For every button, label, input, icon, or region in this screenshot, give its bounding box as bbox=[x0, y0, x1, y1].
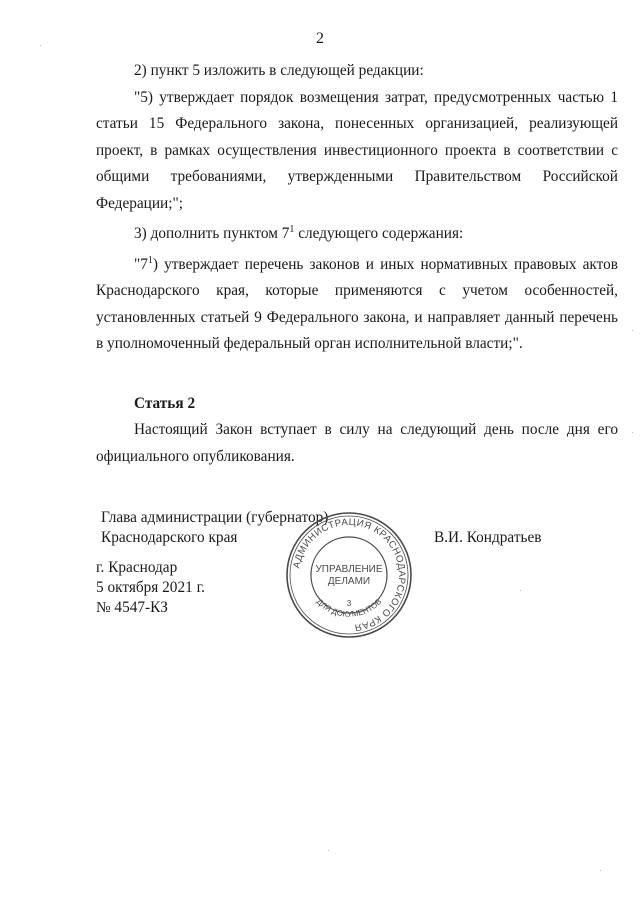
item3-superscript: 1 bbox=[289, 224, 295, 235]
page-number: 2 bbox=[316, 30, 324, 47]
document-city: г. Краснодар bbox=[96, 559, 178, 576]
signatory-title-line1: Глава администрации (губернатор) bbox=[101, 509, 329, 526]
stamp-center-line1: УПРАВЛЕНИЕ bbox=[315, 564, 383, 575]
amendment-item-2: 2) пункт 5 изложить в следующей редакции: bbox=[134, 62, 424, 79]
item3-text-end: следующего содержания: bbox=[294, 225, 464, 243]
stamp-ring-text: АДМИНИСТРАЦИЯ КРАСНОДАРСКОГО КРАЯ bbox=[291, 516, 408, 633]
stamp-center-line2: ДЕЛАМИ bbox=[327, 576, 371, 587]
scan-speck bbox=[40, 45, 41, 46]
scan-speck bbox=[520, 590, 521, 591]
stamp-bottom-text: ДЛЯ ДОКУМЕНТОВ bbox=[314, 597, 384, 619]
document-place-date bbox=[96, 558, 205, 618]
document-body bbox=[96, 58, 618, 470]
official-stamp bbox=[284, 510, 414, 640]
item3-text: 3) дополнить пунктом 7 bbox=[134, 225, 290, 243]
article-2-text: Настоящий Закон вступает в силу на следующий день после дня его официального опубликования. bbox=[96, 421, 618, 465]
scan-speck bbox=[600, 870, 601, 871]
signatory-name: В.И. Кондратьев bbox=[434, 529, 542, 546]
signatory-title-line2: Краснодарского края bbox=[101, 529, 238, 546]
quote7-superscript: 1 bbox=[147, 254, 153, 266]
amendment-quote-7-1 bbox=[96, 248, 618, 358]
document-number: № 4547-КЗ bbox=[96, 599, 168, 616]
amendment-item-3 bbox=[96, 217, 618, 248]
stamp-center-number: 3 bbox=[346, 599, 352, 608]
scan-speck bbox=[632, 432, 633, 433]
document-date: 5 октября 2021 г. bbox=[96, 579, 205, 596]
article-2-heading: Статья 2 bbox=[134, 394, 196, 412]
scan-speck bbox=[632, 330, 633, 331]
quote7-start: "7 bbox=[134, 255, 148, 273]
quote7-text: ) утверждает перечень законов и иных нормативных правовых актов Краснодарского края, которые применяются с учетом особенностей, установленных статьей 9 Федерального закона, и направляет данный перечень в уполномоченный федеральный орган исполнительной власти;". bbox=[96, 255, 618, 353]
amendment-quote-5: "5) утверждает порядок возмещения затрат, предусмотренных частью 1 статьи 15 Федерального закона, понесенных организацией, реализующей проект, в рамках осуществления инвестиционного проекта в соответствии с общими требованиями, утвержденными Правительством Российской Федерации;"; bbox=[96, 88, 618, 212]
scan-speck bbox=[328, 850, 329, 851]
